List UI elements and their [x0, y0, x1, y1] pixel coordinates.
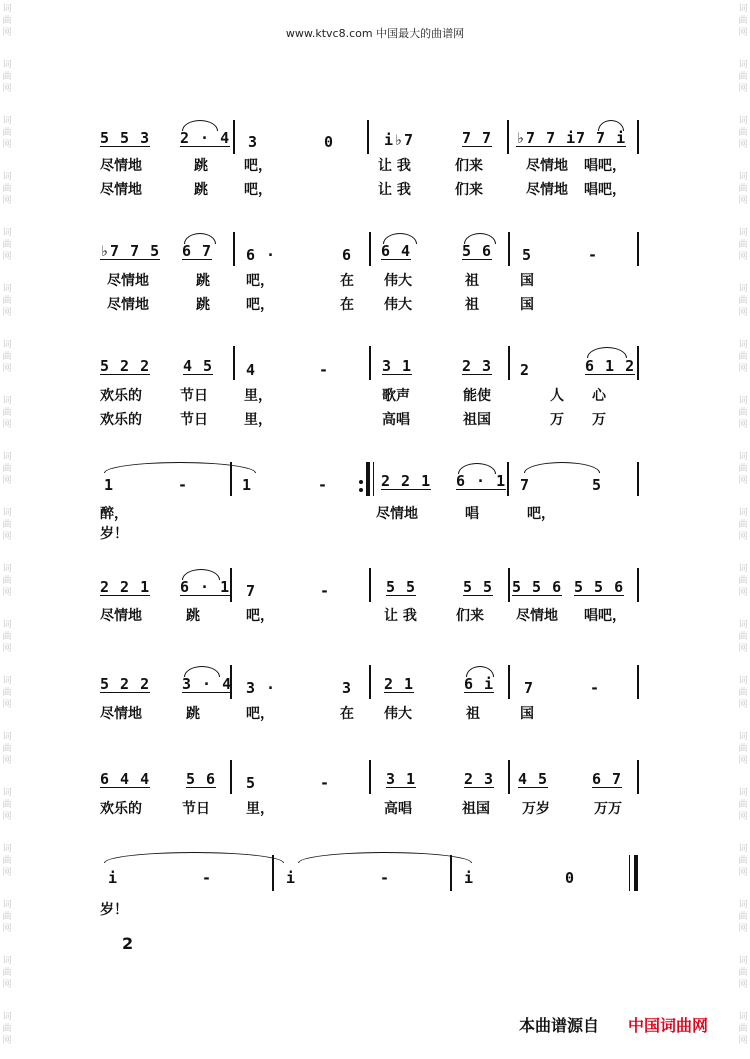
note-group: 6 · 1 — [456, 472, 507, 490]
watermark-char: 网 — [738, 1036, 748, 1046]
watermark-char: 曲 — [738, 16, 748, 26]
lyric: 国 — [520, 273, 534, 289]
barline — [369, 665, 371, 699]
watermark-char: 词 — [2, 676, 12, 686]
footer-brand-link[interactable]: 中国词曲网 — [628, 1016, 709, 1035]
note-group: 5 5 6 — [512, 578, 563, 596]
right-watermark-strip — [736, 0, 750, 1059]
note-group: 5 — [522, 246, 533, 264]
note-group: 5 5 — [463, 578, 494, 596]
note-group: - — [380, 869, 391, 887]
watermark-char: 曲 — [2, 128, 12, 138]
lyric: 祖国 — [463, 412, 491, 428]
barline — [637, 232, 639, 266]
barline — [508, 665, 510, 699]
note-group: 3 1 — [382, 357, 413, 375]
watermark-char: 曲 — [2, 240, 12, 250]
barline — [369, 760, 371, 794]
slur — [587, 347, 627, 358]
watermark-char: 词 — [738, 676, 748, 686]
watermark-char: 曲 — [738, 240, 748, 250]
watermark-char: 词 — [2, 340, 12, 350]
watermark-char: 曲 — [2, 744, 12, 754]
lyric: 欢乐的 — [100, 412, 142, 428]
watermark-char: 曲 — [738, 800, 748, 810]
repeat-barline-thin — [373, 462, 374, 496]
note-group: 2 2 1 — [381, 472, 432, 490]
lyric: 祖 — [465, 297, 479, 313]
repeat-barline-thick — [366, 462, 370, 496]
lyric: 节日 — [182, 801, 210, 817]
note-group: 5 — [592, 476, 603, 494]
watermark-char: 网 — [738, 476, 748, 486]
left-watermark-strip — [0, 0, 14, 1059]
note-group: 6 7 — [182, 242, 213, 260]
note-group: 7 7 i — [576, 129, 627, 147]
note-group: 0 — [565, 869, 576, 887]
note-group: 5 6 — [186, 770, 217, 788]
watermark-char: 网 — [2, 532, 12, 542]
lyric: 歌声 — [382, 388, 410, 404]
watermark-char: 词 — [738, 564, 748, 574]
note-group: i♭7 — [384, 131, 415, 149]
note-group: 7 7 — [462, 129, 493, 147]
lyric: 们来 — [456, 608, 484, 624]
lyric: 让 我 — [384, 608, 417, 624]
watermark-char: 词 — [738, 956, 748, 966]
watermark-char: 曲 — [2, 184, 12, 194]
note-group: 2 3 — [464, 770, 495, 788]
lyric: 尽情地 — [100, 608, 142, 624]
lyric: 唱吧， — [584, 608, 626, 624]
barline — [230, 462, 232, 496]
watermark-char: 曲 — [738, 744, 748, 754]
note-group: 3 1 — [386, 770, 417, 788]
lyric: 欢乐的 — [100, 801, 142, 817]
watermark-char: 词 — [738, 284, 748, 294]
barline — [508, 760, 510, 794]
lyric: 万万 — [594, 801, 622, 817]
watermark-char: 曲 — [738, 184, 748, 194]
barline — [637, 462, 639, 496]
note-group: 6 · — [246, 246, 277, 264]
lyric: 万岁 — [522, 801, 550, 817]
lyric: 伟大 — [384, 706, 412, 722]
slur — [458, 463, 496, 474]
note-group: 4 5 — [183, 357, 214, 375]
watermark-char: 网 — [2, 420, 12, 430]
watermark-char: 词 — [738, 396, 748, 406]
note-group: 4 — [246, 361, 257, 379]
lyric: 尽情地 — [107, 273, 149, 289]
watermark-char: 词 — [738, 900, 748, 910]
barline — [508, 346, 510, 380]
tie — [104, 852, 284, 863]
lyric: 唱 — [465, 506, 479, 522]
note-group: - — [318, 476, 329, 494]
watermark-char: 词 — [2, 4, 12, 14]
lyric: 节日 — [180, 412, 208, 428]
watermark-char: 曲 — [738, 1024, 748, 1034]
note-group: ♭7 7 i — [516, 129, 577, 147]
watermark-char: 网 — [2, 476, 12, 486]
lyric: 跳 — [196, 273, 210, 289]
lyric: 吧， — [244, 158, 272, 174]
watermark-char: 词 — [738, 1012, 748, 1022]
lyric: 岁！ — [100, 526, 128, 542]
watermark-char: 词 — [2, 284, 12, 294]
watermark-char: 曲 — [738, 520, 748, 530]
watermark-char: 网 — [738, 308, 748, 318]
watermark-char: 网 — [738, 812, 748, 822]
barline — [508, 568, 510, 602]
watermark-char: 曲 — [738, 968, 748, 978]
lyric: 里， — [244, 388, 272, 404]
site-header: www.ktvc8.com 中国最大的曲谱网 — [285, 27, 465, 40]
watermark-char: 网 — [2, 84, 12, 94]
lyric: 尽情地 — [107, 297, 149, 313]
watermark-char: 词 — [738, 788, 748, 798]
slur — [598, 120, 624, 131]
lyric: 吧， — [246, 273, 274, 289]
watermark-char: 曲 — [738, 128, 748, 138]
lyric: 吧， — [246, 608, 274, 624]
watermark-char: 曲 — [738, 464, 748, 474]
note-group: 2 1 — [384, 675, 415, 693]
lyric: 们来 — [455, 158, 483, 174]
note-group: 7 — [520, 476, 531, 494]
note-group: 5 6 — [462, 242, 493, 260]
watermark-char: 曲 — [2, 520, 12, 530]
watermark-char: 词 — [2, 116, 12, 126]
watermark-char: 词 — [738, 452, 748, 462]
slur — [383, 233, 417, 244]
note-group: 3 · — [246, 679, 277, 697]
note-group: 1 — [242, 476, 253, 494]
lyric: 尽情地 — [516, 608, 558, 624]
note-group: - — [590, 679, 601, 697]
note-group: 1 — [104, 476, 115, 494]
slur — [184, 666, 220, 677]
watermark-char: 网 — [738, 252, 748, 262]
barline — [369, 232, 371, 266]
final-barline-thin — [629, 855, 630, 891]
watermark-char: 曲 — [2, 352, 12, 362]
lyric: 里， — [244, 412, 272, 428]
barline — [507, 120, 509, 154]
lyric: 吧， — [244, 182, 272, 198]
slur — [464, 233, 496, 244]
note-group: 5 5 6 — [574, 578, 625, 596]
footer-source-label: 本曲谱源自 — [519, 1016, 600, 1035]
watermark-char: 网 — [2, 756, 12, 766]
lyric: 心 — [592, 388, 606, 404]
note-group: - — [319, 361, 330, 379]
watermark-char: 词 — [2, 732, 12, 742]
lyric: 能使 — [463, 388, 491, 404]
watermark-char: 曲 — [2, 408, 12, 418]
lyric: 跳 — [186, 706, 200, 722]
barline — [637, 665, 639, 699]
lyric: 尽情地 — [526, 182, 568, 198]
lyric: 吧， — [246, 297, 274, 313]
watermark-char: 网 — [2, 28, 12, 38]
lyric: 里， — [246, 801, 274, 817]
lyric: 尽情地 — [100, 706, 142, 722]
lyric: 唱吧， — [584, 182, 626, 198]
lyric: 伟大 — [384, 273, 412, 289]
barline — [230, 665, 232, 699]
watermark-char: 曲 — [738, 912, 748, 922]
barline — [367, 120, 369, 154]
lyric: 在 — [340, 706, 354, 722]
barline — [233, 346, 235, 380]
note-group: 6 7 — [592, 770, 623, 788]
watermark-char: 词 — [738, 60, 748, 70]
watermark-char: 曲 — [2, 464, 12, 474]
note-group: - — [178, 476, 189, 494]
lyric: 让 我 — [378, 182, 411, 198]
watermark-char: 曲 — [2, 912, 12, 922]
barline — [637, 346, 639, 380]
watermark-char: 网 — [2, 812, 12, 822]
barline — [272, 855, 274, 891]
lyric: 们来 — [455, 182, 483, 198]
barline — [233, 232, 235, 266]
watermark-char: 曲 — [738, 856, 748, 866]
watermark-char: 网 — [738, 140, 748, 150]
watermark-char: 词 — [738, 620, 748, 630]
barline — [233, 120, 235, 154]
watermark-char: 网 — [738, 644, 748, 654]
lyric: 跳 — [194, 158, 208, 174]
note-group: 6 4 4 — [100, 770, 151, 788]
watermark-char: 曲 — [738, 576, 748, 586]
watermark-char: 词 — [2, 956, 12, 966]
watermark-char: 曲 — [738, 72, 748, 82]
watermark-char: 网 — [738, 28, 748, 38]
watermark-char: 网 — [738, 700, 748, 710]
lyric: 跳 — [196, 297, 210, 313]
lyric: 祖国 — [462, 801, 490, 817]
lyric: 祖 — [466, 706, 480, 722]
lyric: 岁！ — [100, 902, 128, 918]
lyric: 高唱 — [382, 412, 410, 428]
watermark-char: 词 — [738, 340, 748, 350]
note-group: 6 1 2 — [585, 357, 636, 375]
tie — [104, 462, 256, 473]
watermark-char: 词 — [2, 60, 12, 70]
watermark-char: 网 — [2, 196, 12, 206]
lyric: 节日 — [180, 388, 208, 404]
slur — [182, 569, 220, 580]
watermark-char: 网 — [2, 588, 12, 598]
lyric: 尽情地 — [100, 182, 142, 198]
lyric: 欢乐的 — [100, 388, 142, 404]
watermark-char: 词 — [738, 228, 748, 238]
watermark-char: 网 — [738, 868, 748, 878]
note-group: - — [588, 246, 599, 264]
note-group: 0 — [324, 133, 335, 151]
watermark-char: 网 — [2, 252, 12, 262]
watermark-char: 曲 — [2, 72, 12, 82]
watermark-char: 词 — [738, 4, 748, 14]
note-group: - — [320, 774, 331, 792]
watermark-char: 网 — [2, 644, 12, 654]
barline — [230, 568, 232, 602]
watermark-char: 词 — [2, 788, 12, 798]
watermark-char: 网 — [738, 924, 748, 934]
lyric: 跳 — [186, 608, 200, 624]
lyric: 祖 — [465, 273, 479, 289]
watermark-char: 词 — [2, 172, 12, 182]
lyric: 伟大 — [384, 297, 412, 313]
watermark-char: 词 — [2, 1012, 12, 1022]
lyric: 人 — [550, 388, 564, 404]
note-group: 3 — [248, 133, 259, 151]
note-group: 2 2 1 — [100, 578, 151, 596]
watermark-char: 网 — [738, 196, 748, 206]
watermark-char: 曲 — [2, 576, 12, 586]
lyric: 在 — [340, 297, 354, 313]
page-number: 2 — [122, 934, 134, 953]
note-group: 5 5 3 — [100, 129, 151, 147]
note-group: 3 — [342, 679, 353, 697]
watermark-char: 网 — [738, 364, 748, 374]
barline — [369, 346, 371, 380]
watermark-char: 词 — [2, 620, 12, 630]
barline — [507, 462, 509, 496]
lyric: 尽情地 — [526, 158, 568, 174]
watermark-char: 网 — [2, 364, 12, 374]
note-group: 5 5 — [386, 578, 417, 596]
watermark-char: 词 — [2, 900, 12, 910]
slur — [524, 462, 600, 473]
note-group: 2 — [520, 361, 531, 379]
slur — [182, 120, 218, 131]
note-group: i — [464, 869, 475, 887]
watermark-char: 网 — [738, 84, 748, 94]
watermark-char: 词 — [738, 732, 748, 742]
watermark-char: 曲 — [2, 16, 12, 26]
watermark-char: 网 — [2, 140, 12, 150]
watermark-char: 词 — [2, 508, 12, 518]
lyric: 吧， — [246, 706, 274, 722]
watermark-char: 网 — [2, 700, 12, 710]
lyric: 高唱 — [384, 801, 412, 817]
lyric: 万 — [550, 412, 564, 428]
watermark-char: 曲 — [2, 688, 12, 698]
note-group: 5 — [246, 774, 257, 792]
note-group: i — [286, 869, 297, 887]
final-barline-thick — [634, 855, 638, 891]
lyric: 尽情地 — [376, 506, 418, 522]
note-group: i — [108, 869, 119, 887]
watermark-char: 词 — [2, 228, 12, 238]
watermark-char: 曲 — [2, 800, 12, 810]
slur — [466, 666, 494, 677]
slur — [184, 233, 216, 244]
watermark-char: 词 — [2, 452, 12, 462]
lyric: 吧， — [527, 506, 555, 522]
watermark-char: 词 — [738, 844, 748, 854]
note-group: 5 2 2 — [100, 357, 151, 375]
lyric: 万 — [592, 412, 606, 428]
note-group: 2 · 4 — [180, 129, 231, 147]
barline — [230, 760, 232, 794]
watermark-char: 词 — [2, 844, 12, 854]
watermark-char: 曲 — [2, 856, 12, 866]
barline — [450, 855, 452, 891]
barline — [508, 232, 510, 266]
note-group: - — [320, 582, 331, 600]
note-group: 7 — [524, 679, 535, 697]
watermark-char: 曲 — [2, 968, 12, 978]
note-group: 4 5 — [518, 770, 549, 788]
lyric: 尽情地 — [100, 158, 142, 174]
note-group: 3 · 4 — [182, 675, 233, 693]
watermark-char: 网 — [2, 308, 12, 318]
watermark-char: 网 — [2, 868, 12, 878]
lyric: 让 我 — [378, 158, 411, 174]
lyric: 跳 — [194, 182, 208, 198]
watermark-char: 词 — [738, 116, 748, 126]
watermark-char: 词 — [2, 564, 12, 574]
lyric: 国 — [520, 297, 534, 313]
barline — [637, 120, 639, 154]
watermark-char: 网 — [738, 756, 748, 766]
lyric: 唱吧， — [584, 158, 626, 174]
watermark-char: 网 — [2, 924, 12, 934]
note-group: 7 — [246, 582, 257, 600]
watermark-char: 曲 — [2, 1024, 12, 1034]
barline — [369, 568, 371, 602]
tie — [298, 852, 472, 863]
watermark-char: 网 — [2, 980, 12, 990]
note-group: ♭7 7 5 — [100, 242, 161, 260]
lyric: 在 — [340, 273, 354, 289]
barline — [637, 568, 639, 602]
watermark-char: 网 — [738, 420, 748, 430]
note-group: - — [202, 869, 213, 887]
note-group: 5 2 2 — [100, 675, 151, 693]
watermark-char: 曲 — [738, 352, 748, 362]
repeat-dots — [359, 476, 363, 492]
lyric: 国 — [520, 706, 534, 722]
watermark-char: 曲 — [738, 688, 748, 698]
watermark-char: 曲 — [2, 632, 12, 642]
watermark-char: 网 — [738, 532, 748, 542]
barline — [637, 760, 639, 794]
watermark-char: 曲 — [738, 408, 748, 418]
watermark-char: 曲 — [738, 296, 748, 306]
lyric: 醉， — [100, 506, 128, 522]
watermark-char: 词 — [738, 508, 748, 518]
watermark-char: 网 — [738, 588, 748, 598]
note-group: 6 — [342, 246, 353, 264]
watermark-char: 曲 — [738, 632, 748, 642]
watermark-char: 网 — [738, 980, 748, 990]
watermark-char: 曲 — [2, 296, 12, 306]
note-group: 6 i — [464, 675, 495, 693]
watermark-char: 词 — [2, 396, 12, 406]
note-group: 6 · 1 — [180, 578, 231, 596]
watermark-char: 网 — [2, 1036, 12, 1046]
note-group: 6 4 — [381, 242, 412, 260]
watermark-char: 词 — [738, 172, 748, 182]
note-group: 2 3 — [462, 357, 493, 375]
